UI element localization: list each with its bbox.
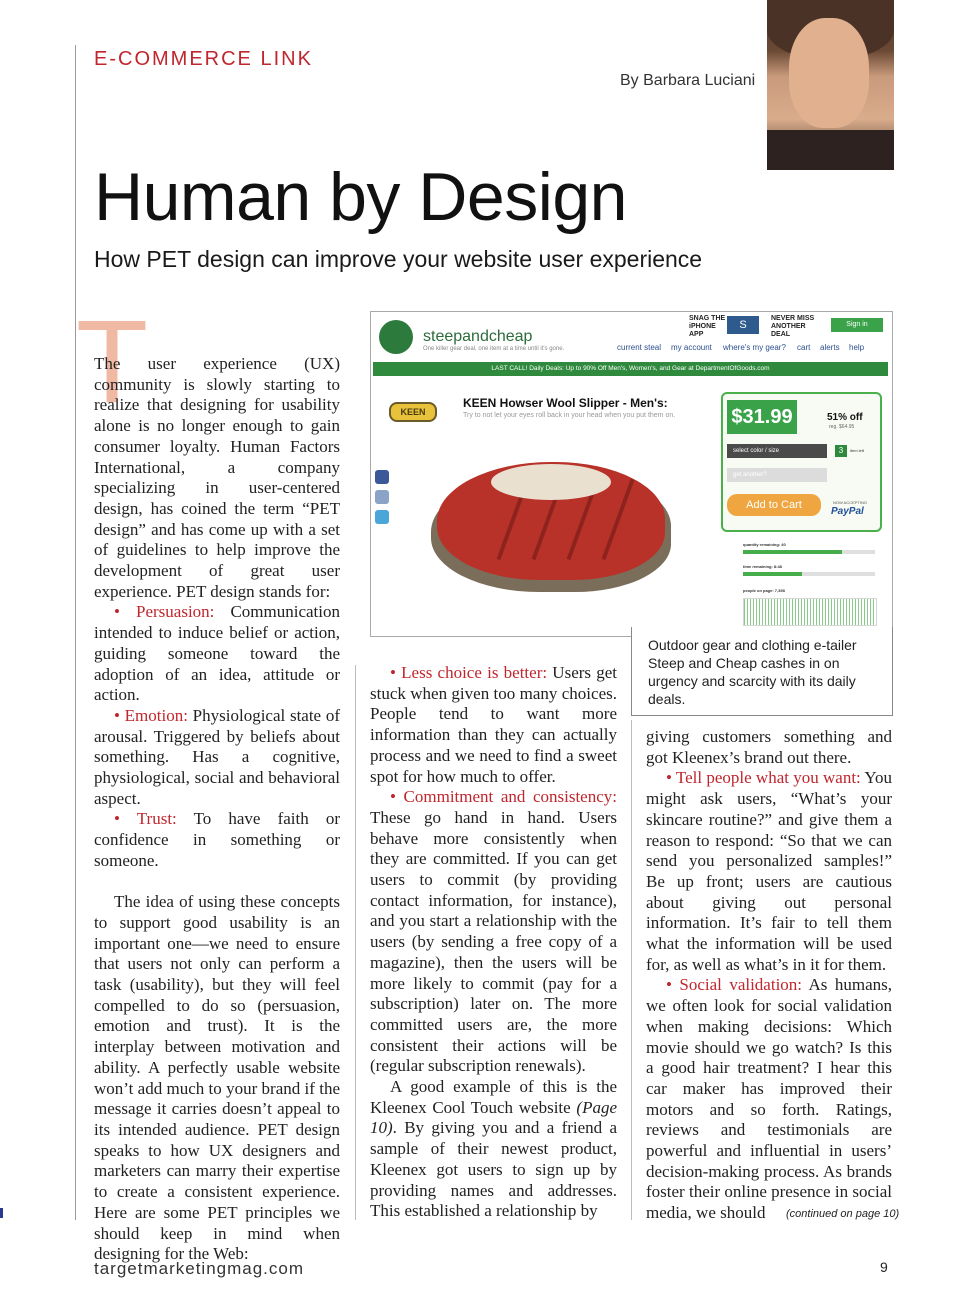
regular-price: reg. $64.95 bbox=[829, 424, 855, 430]
steepandcheap-logo-icon bbox=[379, 320, 413, 354]
body-text: . By giving you and a friend a sample of their newest product, Kleenex got users to sign up by providing names and addresses. This established a relationship by bbox=[370, 1118, 617, 1221]
article-title: Human by Design bbox=[94, 159, 627, 235]
nav-cart: cart bbox=[797, 343, 811, 352]
time-remaining-bar bbox=[743, 572, 875, 576]
bullet-lead: • Less choice is better: bbox=[390, 663, 548, 682]
page-reference: (Page 10) bbox=[370, 1097, 617, 1138]
bullet-commitment bbox=[370, 787, 617, 1077]
continued-note: (continued on page 10) bbox=[786, 1208, 900, 1220]
body-text: A good example of this is the Kleenex Cool Touch website bbox=[370, 1077, 617, 1117]
bullet-text: These go hand in hand. Users behave more consistently when they are committed. If you can get users to commit (by providing contact information, for instance), and you start a relationship with the users (by sending a free copy of a magazine), then the users will be more likely to commit (pay for a subscription) later on. The more committed users are, the more consistent their actions will be (regular subscription renewals). bbox=[370, 807, 617, 1076]
nav-help: help bbox=[849, 343, 865, 352]
figure-caption-box bbox=[631, 627, 893, 716]
byline: By Barbara Luciani bbox=[620, 72, 756, 89]
left-rule bbox=[75, 45, 76, 1220]
author-photo bbox=[767, 0, 894, 170]
bullet-text: You might ask users, “What’s your skincare routine?” and give them a reason to respond: “So that we can send you personalized samples!” Be up front; users are cautious about giving out personal information. It’s fair to tell them what the information will be used for, as well as what’s in it for them. bbox=[646, 768, 892, 974]
product-name: KEEN Howser Wool Slipper - Men's: bbox=[463, 396, 668, 410]
column-3 bbox=[646, 727, 892, 1224]
paypal-logo: PayPal bbox=[831, 506, 864, 517]
never-miss-promo: NEVER MISS ANOTHER DEAL bbox=[771, 315, 815, 338]
footer-url: targetmarketingmag.com bbox=[94, 1259, 305, 1278]
body-paragraph bbox=[370, 1077, 617, 1222]
bullet-trust bbox=[94, 809, 340, 871]
nav-wheres-my-gear: where's my gear? bbox=[723, 343, 786, 352]
author-face bbox=[789, 18, 869, 128]
discount: 51% off bbox=[827, 412, 863, 423]
price: $31.99 bbox=[727, 400, 797, 434]
paragraph-gap bbox=[94, 872, 340, 893]
nav-current-steal: current steal bbox=[617, 343, 662, 352]
site-logo-text: steepandcheap bbox=[423, 328, 533, 345]
page-number: 9 bbox=[880, 1259, 888, 1275]
article-subtitle: How PET design can improve your website user experience bbox=[94, 246, 703, 272]
column-2 bbox=[370, 663, 617, 1222]
slipper-fleece-lining bbox=[491, 464, 611, 500]
body-paragraph: The idea of using these concepts to support good usability is an important one—we need to ensure that users not only can perform a task (usability), but they will feel compelled to do so (persuasion, emotion and trust). It is the interplay between motivation and ability. A perfectly usable website won’t add much to your brand if the message it carries doesn’t appeal to its intended audience. PET design speaks to how UX designers and marketers can marry their expertise to create a consistent experience. Here are some PET principles we should keep in mind when designing for the Web: bbox=[94, 892, 340, 1264]
bullet-less-choice bbox=[370, 663, 617, 787]
bullet-text: Physiological state of arousal. Triggered by beliefs about something. Has a cognitive, physiological, social and behavioral aspect. bbox=[94, 705, 340, 808]
facebook-icon bbox=[375, 470, 389, 484]
quantity-remaining-bar bbox=[743, 550, 875, 554]
bullet-text: Users get stuck when given too many choices. People tend to want more information than they can actually process and we need to find a sweet spot for how much to offer. bbox=[370, 663, 618, 786]
bullet-emotion bbox=[94, 706, 340, 810]
column-divider bbox=[355, 665, 356, 1220]
app-badge-icon: S bbox=[727, 316, 759, 334]
bullet-text: To have faith or confidence in something or someone. bbox=[94, 809, 340, 870]
bullet-lead: • Commitment and consistency: bbox=[390, 787, 617, 807]
bullet-tell-people bbox=[646, 768, 892, 975]
nav-my-account: my account bbox=[671, 343, 712, 352]
quantity-remaining-fill bbox=[743, 550, 842, 554]
quantity-left-label: item left bbox=[850, 448, 865, 453]
bullet-persuasion bbox=[94, 602, 340, 706]
site-tagline: One killer gear deal, one item at a time until it's gone. bbox=[423, 346, 565, 352]
twitter-icon bbox=[375, 510, 389, 524]
quantity-remaining-label: quantity remaining: 40 bbox=[743, 542, 786, 547]
iphone-app-promo: SNAG THE iPHONE APP bbox=[689, 315, 726, 338]
get-another-select: get another? bbox=[727, 468, 827, 482]
email-icon bbox=[375, 490, 389, 504]
continued-paragraph: giving customers something and got Kleenex’s brand out there. bbox=[646, 727, 892, 767]
time-remaining-label: time remaining: 8:48 bbox=[743, 564, 782, 569]
website-screenshot-figure bbox=[370, 311, 893, 637]
bullet-lead: • Emotion: bbox=[114, 705, 188, 725]
now-accepting-label: NOW ACCEPTING bbox=[833, 500, 868, 505]
bullet-lead: • Tell people what you want: bbox=[666, 768, 861, 788]
bullet-lead: • Persuasion: bbox=[114, 602, 215, 622]
promo-banner: LAST CALL! Daily Deals: Up to 90% Off Men's, Women's, and Gear at DepartmentOfGoods.com bbox=[373, 362, 888, 376]
intro-paragraph: The user experience (UX) community is slowly starting to realize that designing for usability alone is no longer enough to gain consumer loyalty. Human Factors International, a company specializing in user-centered design, has coined the term “PET design” and has come up with a set of guidelines to help improve the development of great user experience. PET design stands for: bbox=[94, 354, 340, 601]
color-size-select: select color / size bbox=[727, 444, 827, 458]
product-description: Try to not let your eyes roll back in your head when you put them on. bbox=[463, 412, 676, 419]
keen-brand-badge: KEEN bbox=[389, 402, 437, 422]
nav-alerts: alerts bbox=[820, 343, 840, 352]
bullet-social-validation bbox=[646, 975, 892, 1223]
add-to-cart-button: Add to Cart bbox=[727, 494, 821, 516]
people-on-page-sparkline bbox=[743, 598, 877, 626]
sign-in-button: Sign in bbox=[831, 318, 883, 332]
author-shoulders bbox=[767, 130, 894, 170]
figure-caption: Outdoor gear and clothing e-tailer Steep and Cheap cashes in on urgency and scarcity with its daily deals. bbox=[648, 637, 857, 707]
edge-mark bbox=[0, 1208, 3, 1218]
column-divider bbox=[631, 720, 632, 1220]
quantity-left-badge: 3 bbox=[835, 445, 847, 457]
people-on-page-label: people on page: 7,398 bbox=[743, 588, 785, 593]
time-remaining-fill bbox=[743, 572, 802, 576]
bullet-lead: • Social validation: bbox=[666, 975, 803, 995]
column-1 bbox=[94, 354, 340, 1265]
drop-cap: T bbox=[76, 296, 149, 428]
section-label: E-COMMERCE LINK bbox=[94, 48, 313, 70]
bullet-text: As humans, we often look for social validation when making decisions: Which movie should we go watch? Is this a good hair treatment? I hear this car maker has improved their motors and so forth. Ratings, reviews and testimonials are powerful and influential in users’ decision-making process. As brands foster their online presence in social media, we should bbox=[646, 975, 892, 1223]
bullet-text: Communication intended to induce belief or action, guiding someone toward the adoption of an idea, attitude or action. bbox=[94, 602, 340, 705]
bullet-lead: • Trust: bbox=[114, 809, 177, 829]
